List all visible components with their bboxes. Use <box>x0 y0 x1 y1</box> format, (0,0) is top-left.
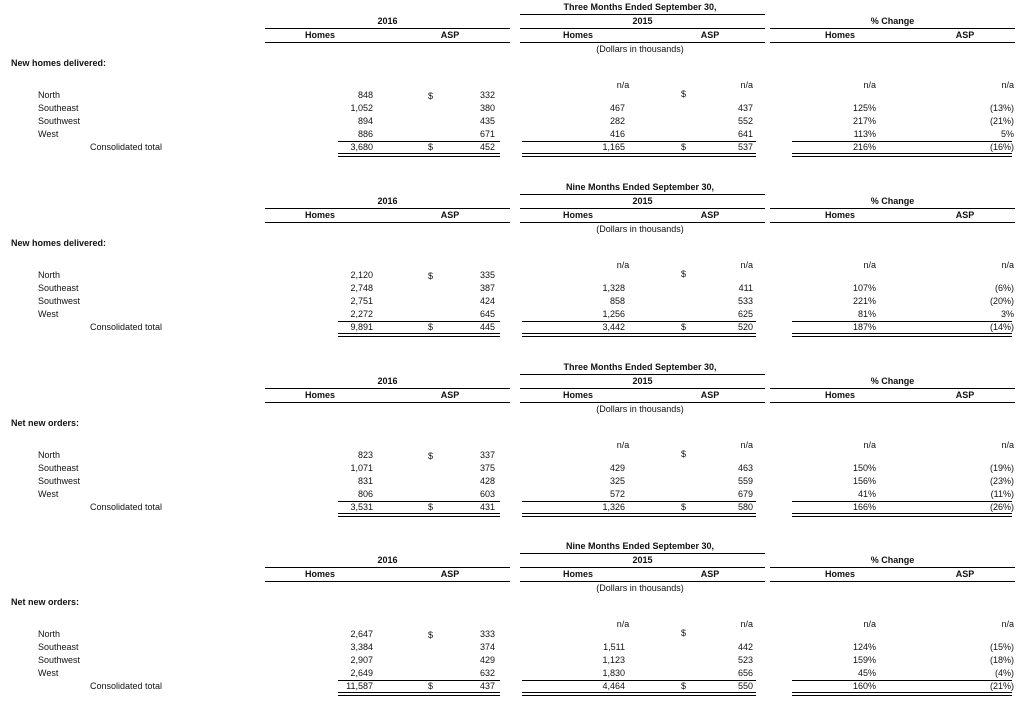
asp-2015-value: 463 <box>737 463 753 473</box>
asp-2015-value: 625 <box>737 309 753 319</box>
pct-change-header: % Change <box>870 16 915 26</box>
total-double-rule <box>522 513 756 517</box>
homes-change-value: 107% <box>852 283 876 293</box>
homes-change-value: 150% <box>852 463 876 473</box>
total-double-rule <box>522 153 756 157</box>
header-rule <box>520 402 765 403</box>
table-section <box>0 180 1023 358</box>
year-2016-header: 2016 <box>377 16 398 26</box>
na-asp-change: n/a <box>1001 440 1014 450</box>
homes-2016-header: Homes <box>304 569 335 579</box>
table-section <box>0 0 1023 178</box>
region-label: Southwest <box>38 476 81 486</box>
total-double-rule <box>338 692 500 696</box>
homes-2015-value: 1,256 <box>602 309 625 319</box>
dollar-sign: $ <box>428 451 434 461</box>
header-rule <box>265 28 510 29</box>
dollars-in-thousands-note: (Dollars in thousands) <box>596 224 684 234</box>
homes-change-header: Homes <box>824 390 855 400</box>
year-2015-header: 2015 <box>632 555 653 565</box>
asp-2016-header: ASP <box>440 390 460 400</box>
header-rule <box>520 374 765 375</box>
header-rule <box>520 194 765 195</box>
region-label: West <box>38 309 59 319</box>
homes-2015-value: 1,830 <box>602 668 625 678</box>
header-rule <box>265 42 510 43</box>
region-label: North <box>38 270 61 280</box>
na-homes-change: n/a <box>863 440 876 450</box>
total-double-rule <box>338 153 500 157</box>
asp-change-value: (20%) <box>989 296 1014 306</box>
region-label: Southeast <box>38 642 79 652</box>
homes-change-total: 160% <box>852 681 876 691</box>
asp-2016-value: 429 <box>479 655 495 665</box>
asp-2016-value: 380 <box>479 103 495 113</box>
homes-2015-total: 1,165 <box>602 142 625 152</box>
homes-change-value: 156% <box>852 476 876 486</box>
header-rule <box>520 388 765 389</box>
total-double-rule <box>522 692 756 696</box>
asp-2015-total: 537 <box>737 142 753 152</box>
period-header: Nine Months Ended September 30, <box>565 182 715 192</box>
asp-change-value: 3% <box>1000 309 1014 319</box>
homes-change-header: Homes <box>824 30 855 40</box>
na-homes-change: n/a <box>863 619 876 629</box>
homes-2016-header: Homes <box>304 30 335 40</box>
category-label: New homes delivered: <box>11 238 107 248</box>
dollar-sign: $ <box>428 91 434 101</box>
dollar-sign: $ <box>681 628 687 638</box>
asp-change-header: ASP <box>955 30 975 40</box>
asp-2016-value: 337 <box>479 450 495 460</box>
homes-change-header: Homes <box>824 210 855 220</box>
asp-2015-value: 411 <box>738 283 753 293</box>
asp-2015-header: ASP <box>700 569 720 579</box>
header-rule <box>265 208 510 209</box>
dollar-sign: $ <box>681 502 687 512</box>
homes-2016-value: 2,748 <box>350 283 373 293</box>
asp-2016-value: 632 <box>479 668 495 678</box>
na-homes-2015: n/a <box>616 80 630 90</box>
consolidated-total-label: Consolidated total <box>90 322 163 332</box>
homes-2015-value: 1,123 <box>602 655 625 665</box>
header-rule <box>265 567 510 568</box>
homes-2016-value: 2,649 <box>350 668 373 678</box>
consolidated-total-label: Consolidated total <box>90 142 163 152</box>
dollar-sign: $ <box>681 142 687 152</box>
na-homes-2015: n/a <box>616 440 630 450</box>
region-label: North <box>38 90 61 100</box>
total-double-rule <box>338 333 500 337</box>
year-2016-header: 2016 <box>377 555 398 565</box>
dollar-sign: $ <box>428 271 434 281</box>
asp-change-value: (23%) <box>989 476 1014 486</box>
na-asp-2015: n/a <box>740 260 753 270</box>
period-header: Nine Months Ended September 30, <box>565 541 715 551</box>
asp-change-total: (26%) <box>989 502 1014 512</box>
dollar-sign: $ <box>428 502 434 512</box>
header-rule <box>770 222 1015 223</box>
homes-change-value: 159% <box>852 655 876 665</box>
asp-change-header: ASP <box>955 569 975 579</box>
header-rule <box>520 42 765 43</box>
homes-2015-value: 858 <box>609 296 625 306</box>
asp-2015-value: 437 <box>737 103 753 113</box>
region-label: North <box>38 629 61 639</box>
homes-2015-header: Homes <box>562 569 593 579</box>
total-double-rule <box>792 153 1012 157</box>
year-2015-header: 2015 <box>632 196 653 206</box>
homes-2015-value: 467 <box>609 103 625 113</box>
asp-2015-total: 520 <box>737 322 753 332</box>
year-2016-header: 2016 <box>377 376 398 386</box>
table-section <box>0 539 1023 717</box>
asp-change-header: ASP <box>955 210 975 220</box>
header-rule <box>770 388 1015 389</box>
header-rule <box>520 208 765 209</box>
dollar-sign: $ <box>428 142 434 152</box>
homes-2016-value: 2,907 <box>350 655 373 665</box>
header-rule <box>770 208 1015 209</box>
table-section <box>0 360 1023 538</box>
header-rule <box>520 28 765 29</box>
na-homes-change: n/a <box>863 80 876 90</box>
homes-change-total: 166% <box>852 502 876 512</box>
na-asp-change: n/a <box>1001 260 1014 270</box>
asp-change-value: 5% <box>1000 129 1014 139</box>
dollar-sign: $ <box>681 322 687 332</box>
dollars-in-thousands-note: (Dollars in thousands) <box>596 44 684 54</box>
homes-2016-value: 1,071 <box>350 463 373 473</box>
year-2015-header: 2015 <box>632 16 653 26</box>
header-rule <box>520 14 765 15</box>
homes-2015-value: 1,328 <box>602 283 625 293</box>
homes-2015-total: 4,464 <box>602 681 625 691</box>
homes-2016-header: Homes <box>304 210 335 220</box>
region-label: West <box>38 489 59 499</box>
header-rule <box>770 581 1015 582</box>
dollars-in-thousands-note: (Dollars in thousands) <box>596 404 684 414</box>
homes-2015-value: 429 <box>609 463 625 473</box>
asp-2016-value: 603 <box>479 489 495 499</box>
na-asp-2015: n/a <box>740 80 753 90</box>
homes-2015-value: 572 <box>609 489 625 499</box>
asp-2016-value: 333 <box>479 629 495 639</box>
homes-2016-value: 3,384 <box>350 642 373 652</box>
asp-change-total: (16%) <box>989 142 1014 152</box>
homes-change-value: 113% <box>853 129 876 139</box>
asp-change-total: (14%) <box>989 322 1014 332</box>
category-label: Net new orders: <box>11 597 80 607</box>
asp-2015-value: 533 <box>737 296 753 306</box>
asp-change-total: (21%) <box>989 681 1014 691</box>
asp-2016-header: ASP <box>440 210 460 220</box>
homes-2016-value: 831 <box>357 476 373 486</box>
na-asp-change: n/a <box>1001 619 1014 629</box>
asp-2015-value: 559 <box>737 476 753 486</box>
header-rule <box>770 42 1015 43</box>
asp-change-value: (13%) <box>989 103 1014 113</box>
pct-change-header: % Change <box>870 555 915 565</box>
asp-change-header: ASP <box>955 390 975 400</box>
homes-2015-value: 416 <box>609 129 625 139</box>
homes-2015-value: 1,511 <box>603 642 625 652</box>
homes-change-value: 221% <box>852 296 876 306</box>
na-homes-2015: n/a <box>616 619 630 629</box>
na-homes-2015: n/a <box>616 260 630 270</box>
region-label: West <box>38 129 59 139</box>
total-double-rule <box>792 692 1012 696</box>
homes-change-header: Homes <box>824 569 855 579</box>
year-2015-header: 2015 <box>632 376 653 386</box>
period-header: Three Months Ended September 30, <box>563 362 717 372</box>
header-rule <box>520 222 765 223</box>
region-label: North <box>38 450 61 460</box>
region-label: Southwest <box>38 296 81 306</box>
asp-2016-value: 671 <box>479 129 495 139</box>
asp-2016-header: ASP <box>440 30 460 40</box>
asp-change-value: (11%) <box>990 489 1014 499</box>
header-rule <box>265 581 510 582</box>
asp-2016-header: ASP <box>440 569 460 579</box>
region-label: Southeast <box>38 463 79 473</box>
homes-2016-value: 2,120 <box>350 270 373 280</box>
region-label: Southwest <box>38 116 81 126</box>
header-rule <box>770 28 1015 29</box>
asp-2016-value: 435 <box>479 116 495 126</box>
homes-change-total: 216% <box>852 142 876 152</box>
pct-change-header: % Change <box>870 196 915 206</box>
consolidated-total-label: Consolidated total <box>90 502 163 512</box>
homes-2016-header: Homes <box>304 390 335 400</box>
header-rule <box>770 567 1015 568</box>
asp-2015-header: ASP <box>700 210 720 220</box>
total-double-rule <box>792 513 1012 517</box>
category-label: New homes delivered: <box>11 58 107 68</box>
region-label: Southeast <box>38 103 79 113</box>
asp-2016-value: 428 <box>479 476 495 486</box>
region-label: Southwest <box>38 655 81 665</box>
homes-2016-value: 806 <box>357 489 373 499</box>
asp-2016-value: 375 <box>479 463 495 473</box>
dollar-sign: $ <box>428 681 434 691</box>
region-label: West <box>38 668 59 678</box>
homes-change-value: 81% <box>857 309 876 319</box>
na-asp-2015: n/a <box>740 440 753 450</box>
homes-2016-total: 3,531 <box>350 502 373 512</box>
dollar-sign: $ <box>681 269 687 279</box>
asp-change-value: (15%) <box>989 642 1014 652</box>
header-rule <box>770 402 1015 403</box>
asp-change-value: (4%) <box>994 668 1014 678</box>
homes-2016-value: 1,052 <box>350 103 373 113</box>
homes-2016-value: 2,751 <box>350 296 373 306</box>
homes-2016-value: 2,647 <box>350 629 373 639</box>
asp-2016-value: 645 <box>479 309 495 319</box>
na-homes-change: n/a <box>863 260 876 270</box>
homes-2016-value: 823 <box>357 450 373 460</box>
asp-2016-value: 335 <box>479 270 495 280</box>
header-rule <box>520 567 765 568</box>
asp-change-value: (19%) <box>989 463 1014 473</box>
asp-2015-value: 442 <box>737 642 753 652</box>
homes-2016-total: 9,891 <box>350 322 373 332</box>
asp-2015-value: 523 <box>737 655 753 665</box>
homes-2015-value: 325 <box>609 476 625 486</box>
asp-2016-value: 387 <box>479 283 495 293</box>
asp-2015-value: 552 <box>737 116 753 126</box>
header-rule <box>265 402 510 403</box>
asp-2015-header: ASP <box>700 30 720 40</box>
asp-change-value: (6%) <box>994 283 1014 293</box>
asp-2015-value: 656 <box>737 668 753 678</box>
homes-2016-value: 848 <box>357 90 373 100</box>
homes-2016-value: 886 <box>357 129 373 139</box>
pct-change-header: % Change <box>870 376 915 386</box>
homes-2015-header: Homes <box>562 30 593 40</box>
homes-change-value: 217% <box>852 116 876 126</box>
dollar-sign: $ <box>681 681 687 691</box>
homes-change-value: 45% <box>857 668 876 678</box>
asp-2016-value: 374 <box>479 642 495 652</box>
asp-2016-value: 424 <box>479 296 495 306</box>
dollar-sign: $ <box>681 449 687 459</box>
asp-2016-total: 452 <box>479 142 495 152</box>
asp-2016-total: 437 <box>479 681 495 691</box>
homes-change-value: 124% <box>852 642 876 652</box>
asp-2016-total: 445 <box>479 322 495 332</box>
dollar-sign: $ <box>428 630 434 640</box>
asp-change-value: (18%) <box>989 655 1014 665</box>
total-double-rule <box>522 333 756 337</box>
asp-2015-value: 641 <box>737 129 753 139</box>
consolidated-total-label: Consolidated total <box>90 681 163 691</box>
asp-2016-total: 431 <box>479 502 495 512</box>
region-label: Southeast <box>38 283 79 293</box>
homes-2015-total: 1,326 <box>602 502 625 512</box>
asp-2016-value: 332 <box>479 90 495 100</box>
homes-2015-header: Homes <box>562 210 593 220</box>
header-rule <box>520 553 765 554</box>
total-double-rule <box>792 333 1012 337</box>
dollar-sign: $ <box>428 322 434 332</box>
homes-2016-total: 3,680 <box>350 142 373 152</box>
homes-change-total: 187% <box>852 322 876 332</box>
asp-2015-total: 580 <box>737 502 753 512</box>
homes-change-value: 41% <box>857 489 876 499</box>
total-double-rule <box>338 513 500 517</box>
na-asp-change: n/a <box>1001 80 1014 90</box>
category-label: Net new orders: <box>11 418 80 428</box>
homes-2016-value: 894 <box>357 116 373 126</box>
dollars-in-thousands-note: (Dollars in thousands) <box>596 583 684 593</box>
dollar-sign: $ <box>681 89 687 99</box>
homes-2016-value: 2,272 <box>350 309 373 319</box>
homes-change-value: 125% <box>852 103 876 113</box>
na-asp-2015: n/a <box>740 619 753 629</box>
period-header: Three Months Ended September 30, <box>563 2 717 12</box>
header-rule <box>520 581 765 582</box>
year-2016-header: 2016 <box>377 196 398 206</box>
header-rule <box>265 222 510 223</box>
header-rule <box>265 388 510 389</box>
asp-2015-header: ASP <box>700 390 720 400</box>
homes-2015-value: 282 <box>609 116 625 126</box>
asp-2015-value: 679 <box>737 489 753 499</box>
homes-2015-header: Homes <box>562 390 593 400</box>
homes-2015-total: 3,442 <box>602 322 625 332</box>
asp-2015-total: 550 <box>737 681 753 691</box>
asp-change-value: (21%) <box>989 116 1014 126</box>
homes-2016-total: 11,587 <box>346 681 373 691</box>
